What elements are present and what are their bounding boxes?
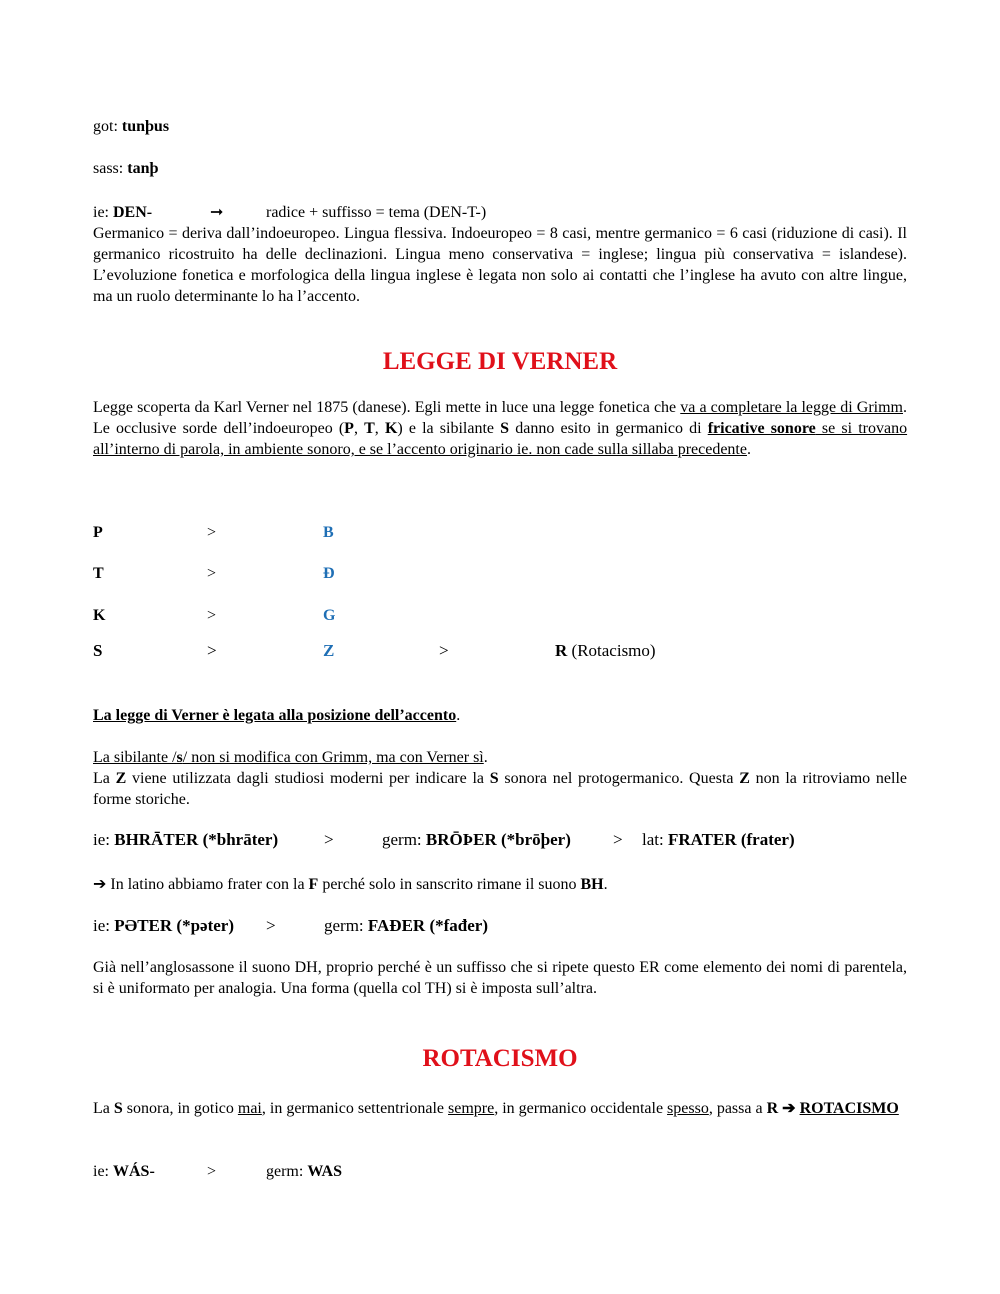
latin-note: ➔ In latino abbiamo frater con la F perché solo in sanscrito rimane il suono BH. bbox=[93, 876, 608, 893]
arrow-icon: ➔ bbox=[93, 876, 107, 893]
rotacismo-paragraph: La S sonora, in gotico mai, in germanico settentrionale sempre, in germanico occidentale spesso, passa a R ➔ ROTACISMO bbox=[93, 1100, 899, 1117]
verner-paragraph: Legge scoperta da Karl Verner nel 1875 (danese). Egli mette in luce una legge fonetica che va a completare la legge di Grimm. Le occlusive sorde dell’indoeuropeo (P, T, K) e la sibilante S danno esito in germanico di fricative sonore se si trovano all’interno di parola, in ambiente sonoro, e se l’accento originario ie. non cade sulla sillaba precedente. bbox=[93, 399, 908, 458]
z-paragraph: La Z viene utilizzata dagli studiosi moderni per indicare la S sonora nel protogermanico. Questa Z non la ritroviamo nelle forme storiche. bbox=[93, 770, 907, 808]
heading-verner: LEGGE DI VERNER bbox=[382, 348, 618, 375]
anglo-paragraph: Già nell’anglosassone il suono DH, proprio perché è un suffisso che si ripete questo ER come elemento dei nomi di parentela, si è uniformato per analogia. Una forma (quella col TH) si è imposta sull’altra. bbox=[93, 959, 907, 997]
sibilant-line: La sibilante /s/ non si modifica con Grimm, ma con Verner sì. bbox=[93, 749, 488, 766]
verner-accent-line: La legge di Verner è legata alla posizione dell’accento. bbox=[93, 707, 461, 724]
arrow-icon: ➔ bbox=[778, 1100, 800, 1117]
intro-paragraph: Germanico = deriva dall’indoeuropeo. Lingua flessiva. Indoeuropeo = 8 casi, mentre germanico = 6 casi (riduzione di casi). Il germanico ricostruito ha delle declinazioni. Lingua meno conservativa = inglese; lingua più conservativa = islandese). L’evoluzione fonetica e morfologica della lingua inglese è legata non solo ai contatti che l’inglese ha avuto con altre lingue, ma un ruolo determinante lo ha l’accento. bbox=[93, 225, 907, 305]
ie-den-desc: radice + suffisso = tema (DEN-T-) bbox=[266, 204, 487, 221]
arrow-icon: ➞ bbox=[210, 204, 224, 221]
heading-rotacismo: ROTACISMO bbox=[422, 1045, 578, 1072]
ie-den-line: ie: DEN- bbox=[93, 204, 153, 221]
got-line: got: tunþus bbox=[93, 118, 170, 135]
sass-line: sass: tanþ bbox=[93, 160, 159, 177]
